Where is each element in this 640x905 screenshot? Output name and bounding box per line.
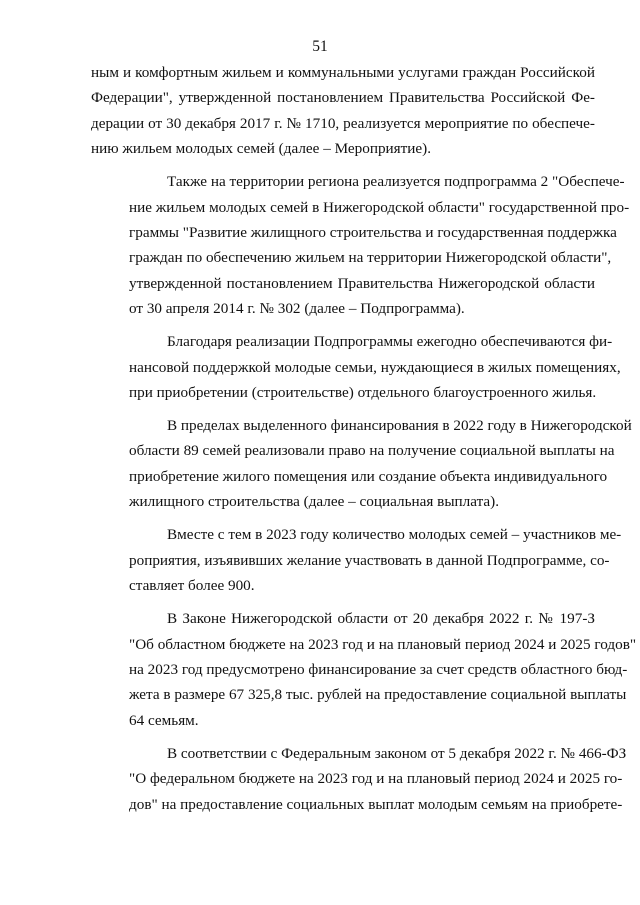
text-line: нансовой поддержкой молодые семьи, нуждающиеся в жилых помещениях, xyxy=(129,358,621,376)
text-line: В соответствии с Федеральным законом от 5 декабря 2022 г. № 466-ФЗ xyxy=(167,744,627,762)
text-line: В пределах выделенного финансирования в 2022 году в Нижегородской xyxy=(167,417,632,435)
page-number: 51 xyxy=(312,38,328,55)
text-line: ние жильем молодых семей в Нижегородской области" государственной про- xyxy=(129,198,630,216)
text-line: граммы "Развитие жилищного строительства и государственная поддержка xyxy=(129,224,617,242)
paragraph xyxy=(91,522,622,598)
text-line: жета в размере 67 325,8 тыс. рублей на предоставление социальной выплаты xyxy=(129,686,627,704)
text-line: роприятия, изъявивших желание участвовать в данной Подпрограмме, со- xyxy=(129,551,610,569)
text-line: Благодаря реализации Подпрограммы ежегодно обеспечиваются фи- xyxy=(167,333,613,351)
text-line: "Об областном бюджете на 2023 год и на плановый период 2024 и 2025 годов" xyxy=(129,635,637,653)
text-line: Вместе с тем в 2023 году количество молодых семей – участников ме- xyxy=(167,526,622,544)
text-line: граждан по обеспечению жильем на территории Нижегородской области", xyxy=(129,249,612,267)
text-line: области 89 семей реализовали право на получение социальной выплаты на xyxy=(129,442,615,460)
text-line: "О федеральном бюджете на 2023 год и на плановый период 2024 и 2025 го- xyxy=(129,770,623,788)
text-line: утвержденной постановлением Правительства Нижегородской области xyxy=(129,274,595,292)
text-line: дов" на предоставление социальных выплат молодым семьям на приобрете- xyxy=(129,795,623,813)
text-line: Федерации", утвержденной постановлением Правительства Российской Фе- xyxy=(91,89,595,107)
text-line: ным и комфортным жильем и коммунальными услугами граждан Российской xyxy=(91,64,595,81)
text-line: от 30 апреля 2014 г. № 302 (далее – Подпрограмма). xyxy=(129,300,465,318)
paragraph xyxy=(91,169,630,321)
paragraph xyxy=(91,329,621,405)
text-line: при приобретении (строительстве) отдельного благоустроенного жилья. xyxy=(129,384,597,402)
paragraph xyxy=(91,60,595,162)
text-line: нию жильем молодых семей (далее – Мероприятие). xyxy=(91,140,432,158)
text-line: 64 семьям. xyxy=(129,711,199,729)
text-line: В Законе Нижегородской области от 20 декабря 2022 г. № 197-З xyxy=(167,610,595,628)
text-line: Также на территории региона реализуется подпрограмма 2 "Обеспече- xyxy=(167,173,625,191)
text-line: ставляет более 900. xyxy=(129,577,255,595)
paragraph xyxy=(91,606,637,733)
text-line: жилищного строительства (далее – социальная выплата). xyxy=(129,493,500,511)
paragraph xyxy=(91,413,632,515)
paragraph xyxy=(91,741,627,817)
document-body xyxy=(91,60,637,825)
text-line: на 2023 год предусмотрено финансирование за счет средств областного бюд- xyxy=(129,660,628,678)
text-line: дерации от 30 декабря 2017 г. № 1710, реализуется мероприятие по обеспече- xyxy=(91,114,595,132)
text-line: приобретение жилого помещения или создание объекта индивидуального xyxy=(129,467,608,485)
